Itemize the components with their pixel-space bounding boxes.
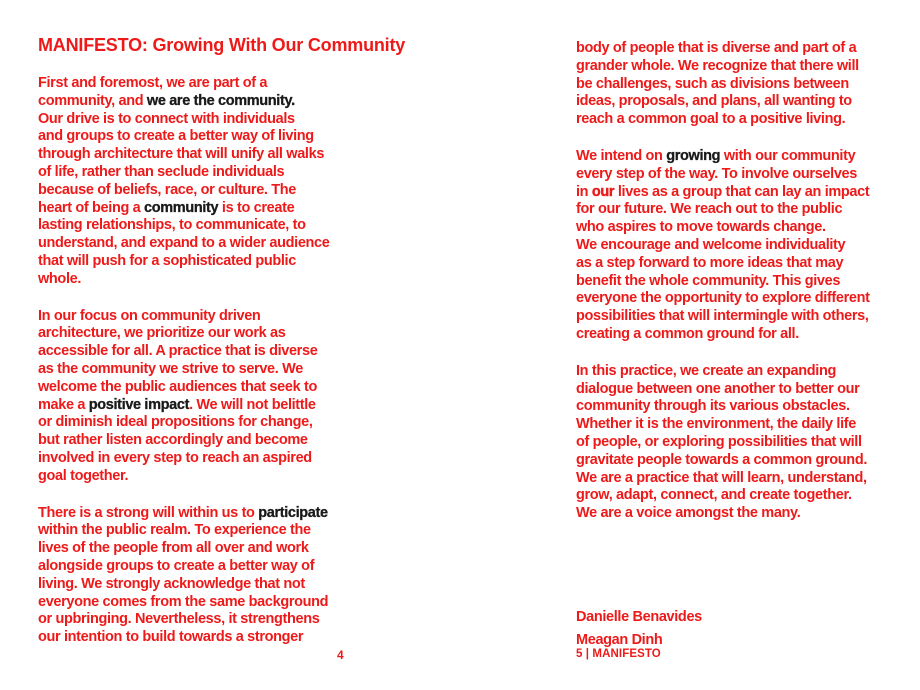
emphasized-text: our — [591, 183, 615, 200]
text-line — [576, 470, 870, 488]
body-text: dialogue between one another to better our — [576, 380, 860, 397]
body-text: accessible for all. A practice that is diverse — [38, 343, 318, 360]
body-text: of people, or exploring possibilities that will — [576, 433, 862, 450]
body-text: creating a common ground for all. — [576, 325, 799, 342]
body-text: Our drive is to connect with individuals — [38, 110, 295, 127]
left-column-text — [38, 75, 329, 666]
text-line — [38, 629, 329, 647]
text-line — [38, 217, 329, 235]
text-line — [576, 363, 870, 381]
text-line — [38, 343, 329, 361]
text-line — [38, 308, 329, 326]
text-line — [38, 200, 329, 218]
text-line — [576, 184, 870, 202]
text-line — [38, 325, 329, 343]
body-text: reach a common goal to a positive living. — [576, 111, 846, 128]
body-text: but rather listen accordingly and become — [38, 432, 308, 449]
paragraph — [576, 148, 870, 344]
text-line — [576, 76, 870, 94]
text-line — [38, 450, 329, 468]
text-line — [576, 111, 870, 129]
text-line — [576, 452, 870, 470]
body-text: as a step forward to more ideas that may — [576, 254, 844, 271]
text-line — [576, 166, 870, 184]
text-line — [576, 58, 870, 76]
emphasized-text: participate — [258, 504, 328, 521]
body-text: in — [576, 183, 592, 200]
body-text: goal together. — [38, 467, 129, 484]
text-line — [38, 182, 329, 200]
body-text: or diminish ideal propositions for change, — [38, 414, 313, 431]
body-text: every step of the way. To involve ourselves — [576, 165, 857, 182]
text-line — [576, 273, 870, 291]
body-text: whole. — [38, 270, 82, 287]
body-text: architecture, we prioritize our work as — [38, 325, 286, 342]
text-line — [38, 576, 329, 594]
right-page-footer: 5 | MANIFESTO — [576, 648, 661, 660]
text-line — [576, 308, 870, 326]
text-line — [576, 290, 870, 308]
paragraph — [576, 363, 870, 523]
text-line — [576, 93, 870, 111]
author-name: Danielle Benavides — [576, 609, 702, 625]
text-line — [38, 558, 329, 576]
text-line — [576, 40, 870, 58]
emphasized-text: community — [144, 199, 219, 216]
body-text: understand, and expand to a wider audience — [38, 235, 330, 252]
body-text: living. We strongly acknowledge that not — [38, 575, 305, 592]
text-line — [38, 235, 329, 253]
body-text: heart of being a — [38, 199, 145, 216]
body-text: because of beliefs, race, or culture. The — [38, 181, 297, 198]
text-line — [38, 594, 329, 612]
text-line — [38, 397, 329, 415]
text-line — [38, 505, 329, 523]
text-line — [38, 522, 329, 540]
body-text: and groups to create a better way of living — [38, 128, 314, 145]
body-text: welcome the public audiences that seek to — [38, 378, 317, 395]
body-text: gravitate people towards a common ground. — [576, 451, 867, 468]
text-line — [38, 75, 329, 93]
body-text: lives of the people from all over and work — [38, 540, 309, 557]
body-text: everyone comes from the same background — [38, 593, 329, 610]
body-text: be challenges, such as divisions between — [576, 75, 849, 92]
body-text: body of people that is diverse and part of a — [576, 40, 857, 56]
author-name: Meagan Dinh — [576, 632, 663, 648]
text-line — [576, 381, 870, 399]
body-text: through architecture that will unify all walks — [38, 146, 325, 163]
body-text: who aspires to move towards change. — [576, 219, 826, 236]
emphasized-text: we are the community. — [146, 92, 295, 109]
text-line — [38, 414, 329, 432]
paragraph — [576, 40, 870, 129]
body-text: possibilities that will intermingle with others, — [576, 308, 869, 325]
paragraph — [38, 75, 329, 289]
body-text: grander whole. We recognize that there will — [576, 57, 859, 74]
body-text: Whether it is the environment, the daily life — [576, 416, 856, 433]
body-text: make a — [38, 396, 89, 413]
text-line — [576, 255, 870, 273]
text-line — [38, 128, 329, 146]
text-line — [38, 253, 329, 271]
emphasized-text: positive impact — [88, 396, 190, 413]
text-line — [38, 432, 329, 450]
authors-block — [576, 606, 702, 652]
body-text: . We will not belittle — [189, 396, 316, 413]
left-page-number: 4 — [337, 648, 344, 662]
text-line — [576, 434, 870, 452]
body-text: as the community we strive to serve. We — [38, 360, 303, 377]
body-text: We are a practice that will learn, understand, — [576, 469, 867, 486]
text-line — [576, 237, 870, 255]
body-text: community through its various obstacles. — [576, 398, 850, 415]
text-line — [38, 540, 329, 558]
body-text: First and foremost, we are part of a — [38, 75, 268, 91]
text-line — [38, 146, 329, 164]
body-text: We intend on — [576, 147, 667, 164]
text-line — [38, 164, 329, 182]
text-line — [38, 93, 329, 111]
text-line — [576, 148, 870, 166]
body-text: that will push for a sophisticated public — [38, 252, 296, 269]
body-text: for our future. We reach out to the public — [576, 201, 843, 218]
body-text: is to create — [218, 199, 295, 216]
text-line — [576, 326, 870, 344]
body-text: our intention to build towards a stronger — [38, 629, 304, 646]
emphasized-text: growing — [666, 147, 721, 164]
text-line — [576, 416, 870, 434]
text-line — [576, 398, 870, 416]
body-text: ideas, proposals, and plans, all wanting to — [576, 93, 852, 110]
body-text: or upbringing. Nevertheless, it strengthens — [38, 611, 320, 628]
text-line — [576, 219, 870, 237]
body-text: benefit the whole community. This gives — [576, 272, 841, 289]
body-text: involved in every step to reach an aspired — [38, 449, 312, 466]
text-line — [576, 487, 870, 505]
text-line — [38, 111, 329, 129]
text-line — [38, 361, 329, 379]
body-text: grow, adapt, connect, and create together. — [576, 487, 852, 504]
body-text: In our focus on community driven — [38, 307, 261, 324]
body-text: We encourage and welcome individuality — [576, 236, 846, 253]
body-text: everyone the opportunity to explore different — [576, 290, 870, 307]
body-text: alongside groups to create a better way of — [38, 557, 315, 574]
text-line — [576, 505, 870, 523]
body-text: within the public realm. To experience the — [38, 522, 311, 539]
text-line — [38, 468, 329, 486]
body-text: We are a voice amongst the many. — [576, 505, 801, 522]
body-text: with our community — [720, 147, 856, 164]
text-line — [38, 379, 329, 397]
right-column-text — [576, 40, 870, 542]
body-text: lives as a group that can lay an impact — [614, 183, 870, 200]
body-text: lasting relationships, to communicate, to — [38, 217, 306, 234]
text-line — [576, 201, 870, 219]
text-line — [38, 271, 329, 289]
paragraph — [38, 308, 329, 486]
body-text: In this practice, we create an expanding — [576, 362, 836, 379]
body-text: of life, rather than seclude individuals — [38, 163, 285, 180]
body-text: There is a strong will within us to — [38, 504, 259, 521]
paragraph — [38, 505, 329, 647]
text-line — [38, 611, 329, 629]
page-title: MANIFESTO: Growing With Our Community — [38, 35, 406, 55]
body-text: community, and — [38, 92, 147, 109]
